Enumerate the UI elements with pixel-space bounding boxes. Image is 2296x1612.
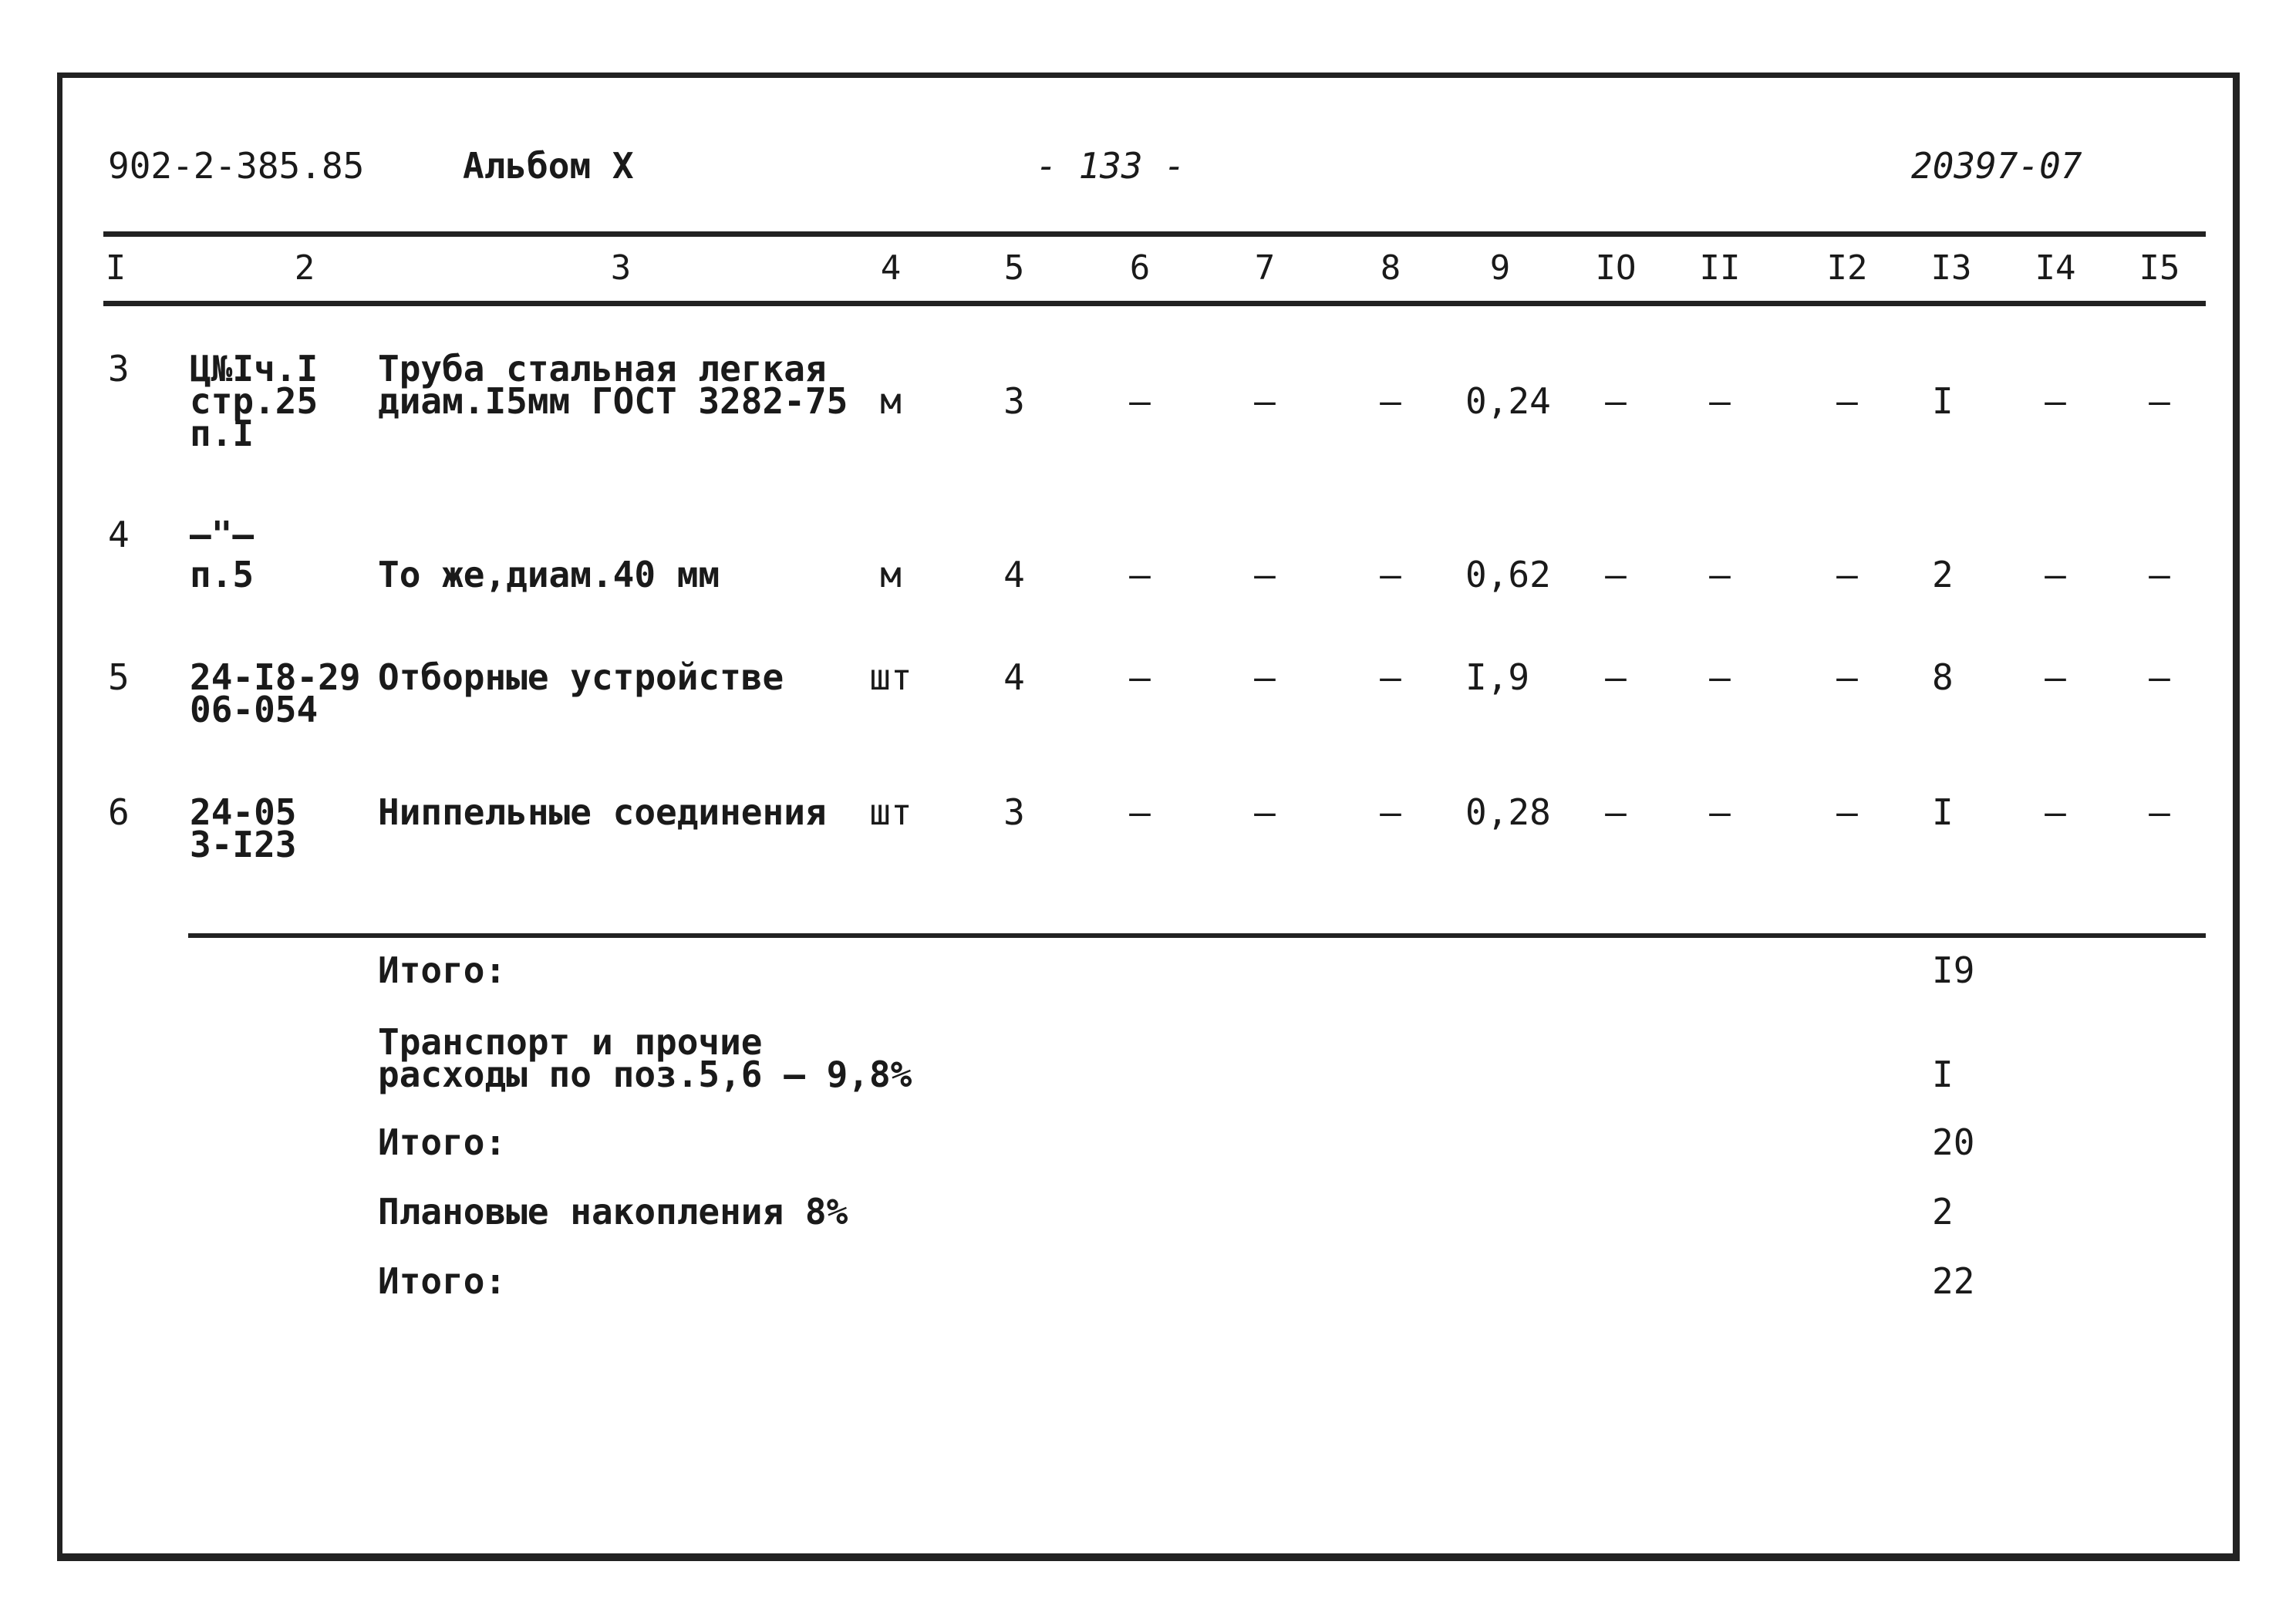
totals-label-line: Итого:	[378, 949, 507, 991]
row-quantity: 3	[1003, 791, 1025, 833]
row-reference-line: 24-I8-29	[190, 656, 361, 698]
row-unit: шт	[869, 791, 912, 833]
row-col-12: –	[1836, 791, 1858, 833]
row-reference-line: 3-I23	[190, 824, 297, 865]
row-reference-line: Ц№Iч.I	[190, 348, 319, 390]
column-number-10: IO	[1595, 248, 1637, 288]
page-number: - 133 -	[1036, 145, 1185, 187]
row-col-6: –	[1129, 656, 1151, 698]
doc-code: 902-2-385.85	[108, 145, 365, 187]
row-col-15: –	[2149, 554, 2170, 595]
row-col-14: –	[2045, 554, 2066, 595]
row-unit: шт	[869, 656, 912, 698]
row-reference-line: –"–	[190, 514, 255, 555]
totals-value: 2	[1932, 1191, 1954, 1233]
row-col-14: –	[2045, 791, 2066, 833]
row-reference-line: п.5	[190, 554, 255, 595]
row-col-12: –	[1836, 380, 1858, 422]
column-number-3: 3	[610, 248, 632, 288]
row-col-8: –	[1380, 554, 1401, 595]
column-number-15: I5	[2139, 248, 2180, 288]
row-col-8: –	[1380, 656, 1401, 698]
row-item-name: Отборные устройстве	[378, 656, 784, 698]
row-item-name: Труба стальная легкая	[378, 348, 827, 390]
column-number-12: I2	[1826, 248, 1868, 288]
album-title: Альбом Х	[463, 145, 634, 187]
row-col-15: –	[2149, 791, 2170, 833]
row-number: 4	[108, 514, 130, 555]
row-item-name: Ниппельные соединения	[378, 791, 827, 833]
row-reference-line: 24-05	[190, 791, 297, 833]
row-unit: м	[880, 554, 902, 595]
totals-value: I	[1932, 1054, 1954, 1095]
row-quantity: 4	[1003, 554, 1025, 595]
column-number-9: 9	[1489, 248, 1511, 288]
row-reference-line: 06-054	[190, 689, 319, 730]
row-cost-value: 0,24	[1465, 380, 1551, 422]
row-col-7: –	[1254, 380, 1276, 422]
row-col-12: –	[1836, 554, 1858, 595]
column-number-2: 2	[294, 248, 315, 288]
row-total-value: I	[1932, 380, 1954, 422]
column-number-14: I4	[2035, 248, 2076, 288]
row-cost-value: I,9	[1465, 656, 1530, 698]
totals-label-line: Транспорт и прочие	[378, 1021, 763, 1063]
row-reference-line: п.I	[190, 413, 255, 454]
totals-label-line: Итого:	[378, 1121, 507, 1163]
totals-rule	[188, 933, 2206, 938]
row-item-name: диам.I5мм ГОСТ 3282-75	[378, 380, 848, 422]
row-total-value: I	[1932, 791, 1954, 833]
row-col-12: –	[1836, 656, 1858, 698]
row-col-10: –	[1605, 656, 1627, 698]
totals-value: 20	[1932, 1121, 1975, 1163]
row-item-name: То же,диам.40 мм	[378, 554, 720, 595]
header-top-rule	[103, 231, 2206, 237]
row-col-11: –	[1709, 554, 1731, 595]
totals-label-line: расходы по поз.5,6 – 9,8%	[378, 1054, 912, 1095]
row-col-7: –	[1254, 554, 1276, 595]
column-number-5: 5	[1003, 248, 1025, 288]
column-number-1: I	[105, 248, 126, 288]
column-number-8: 8	[1380, 248, 1401, 288]
row-total-value: 2	[1932, 554, 1954, 595]
totals-label-line: Итого:	[378, 1260, 507, 1302]
sheet-code: 20397-07	[1911, 145, 2082, 187]
row-reference-line: стр.25	[190, 380, 319, 422]
row-col-11: –	[1709, 791, 1731, 833]
row-col-15: –	[2149, 380, 2170, 422]
totals-value: 22	[1932, 1260, 1975, 1302]
row-col-11: –	[1709, 656, 1731, 698]
row-col-10: –	[1605, 791, 1627, 833]
column-number-6: 6	[1129, 248, 1151, 288]
row-col-6: –	[1129, 380, 1151, 422]
row-col-10: –	[1605, 380, 1627, 422]
row-number: 6	[108, 791, 130, 833]
row-col-15: –	[2149, 656, 2170, 698]
row-col-8: –	[1380, 380, 1401, 422]
row-col-6: –	[1129, 791, 1151, 833]
header-bottom-rule	[103, 301, 2206, 306]
row-col-7: –	[1254, 791, 1276, 833]
totals-label-line: Плановые накопления 8%	[378, 1191, 848, 1233]
row-number: 5	[108, 656, 130, 698]
totals-value: I9	[1932, 949, 1975, 991]
row-col-10: –	[1605, 554, 1627, 595]
column-number-13: I3	[1930, 248, 1972, 288]
row-quantity: 4	[1003, 656, 1025, 698]
row-unit: м	[880, 380, 902, 422]
row-cost-value: 0,62	[1465, 554, 1551, 595]
row-col-14: –	[2045, 656, 2066, 698]
column-number-11: II	[1699, 248, 1741, 288]
column-number-7: 7	[1254, 248, 1276, 288]
row-col-11: –	[1709, 380, 1731, 422]
row-col-7: –	[1254, 656, 1276, 698]
row-col-6: –	[1129, 554, 1151, 595]
row-total-value: 8	[1932, 656, 1954, 698]
column-number-4: 4	[880, 248, 902, 288]
row-col-8: –	[1380, 791, 1401, 833]
row-col-14: –	[2045, 380, 2066, 422]
row-quantity: 3	[1003, 380, 1025, 422]
row-cost-value: 0,28	[1465, 791, 1551, 833]
row-number: 3	[108, 348, 130, 390]
